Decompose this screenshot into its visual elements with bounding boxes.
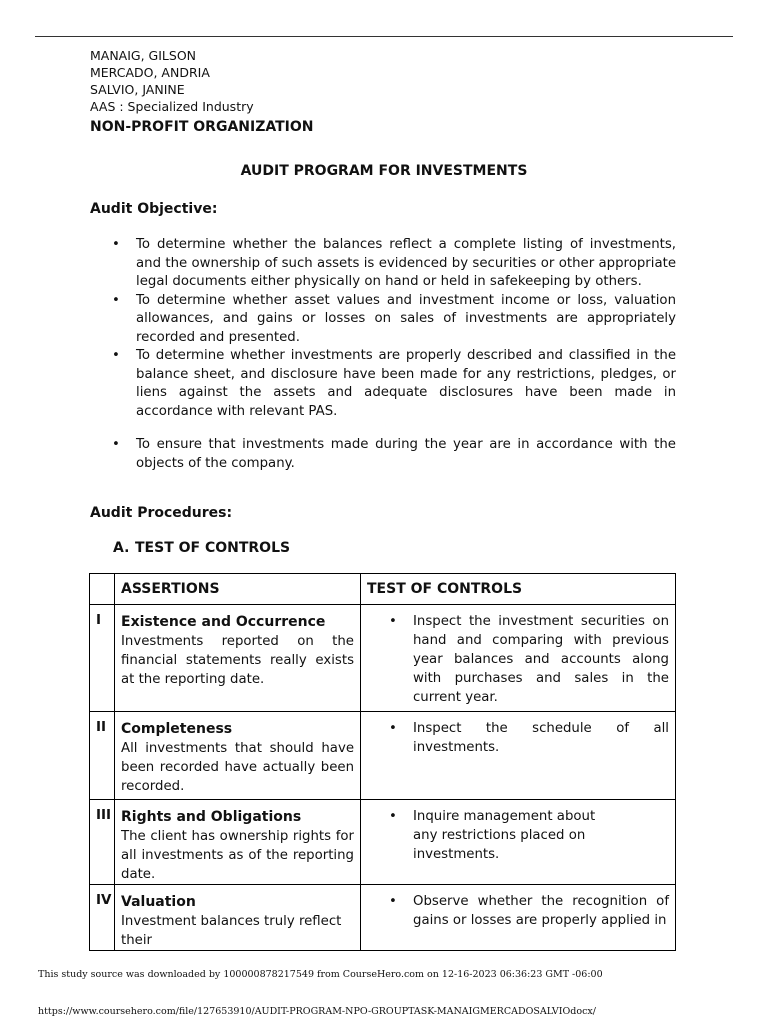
objective-item: • To determine whether the balances reflect a complete listing of investments, and the ownership of such assets is evidenced by securities or other appropriate legal documents either physically on hand or held in safekeeping by others.	[112, 236, 676, 292]
table-row	[90, 885, 676, 951]
objective-heading: Audit Objective:	[90, 201, 218, 217]
assertion-title: Completeness	[121, 721, 233, 737]
assertion-title: Existence and Occurrence	[121, 614, 326, 630]
header-number	[90, 574, 115, 605]
row-number: I	[90, 605, 115, 712]
header-rule	[35, 36, 733, 37]
control-text: • Inspect the schedule of all investments.	[389, 719, 669, 757]
procedures-heading: Audit Procedures:	[90, 505, 233, 521]
table-row	[90, 712, 676, 800]
course-label: AAS : Specialized Industry	[90, 99, 254, 114]
section-title: TEST OF CONTROLS	[135, 540, 291, 556]
table-row	[90, 800, 676, 885]
controls-table	[89, 573, 676, 951]
assertion-cell	[115, 605, 361, 712]
assertion-cell	[115, 885, 361, 951]
control-cell	[361, 712, 676, 800]
assertion-cell	[115, 800, 361, 885]
author-block	[90, 47, 254, 115]
row-number: IV	[90, 885, 115, 951]
table-row	[90, 605, 676, 712]
assertion-description: All investments that should have been recorded have actually been recorded.	[121, 741, 354, 794]
section-heading	[113, 540, 290, 556]
assertion-description: Investment balances truly reflect their	[121, 914, 342, 948]
objective-item: • To ensure that investments made during the year are in accordance with the objects of the company.	[112, 436, 676, 473]
header-assertions: ASSERTIONS	[115, 574, 361, 605]
header-test-of-controls: TEST OF CONTROLS	[361, 574, 676, 605]
control-cell	[361, 605, 676, 712]
row-number: II	[90, 712, 115, 800]
assertion-cell	[115, 712, 361, 800]
assertion-title: Valuation	[121, 894, 196, 910]
assertion-title: Rights and Obligations	[121, 809, 302, 825]
control-cell	[361, 800, 676, 885]
row-number: III	[90, 800, 115, 885]
assertion-description: Investments reported on the financial statements really exists at the reporting date.	[121, 634, 354, 687]
organization-heading: NON-PROFIT ORGANIZATION	[90, 119, 314, 135]
control-cell	[361, 885, 676, 951]
control-text: • Inquire management about any restrictions placed on investments.	[389, 807, 669, 864]
objective-item: • To determine whether investments are properly described and classified in the balance sheet, and disclosure have been made for any restrictions, pledges, or liens against the assets and adequate disclosures have been made in accordance with relevant PAS.	[112, 347, 676, 421]
author-name: SALVIO, JANINE	[90, 82, 185, 97]
control-text: • Inspect the investment securities on hand and comparing with previous year balances and accounts along with purchases and sales in the current year.	[389, 612, 669, 707]
table-header-row	[90, 574, 676, 605]
section-number: A.	[113, 540, 130, 556]
author-name: MERCADO, ANDRIA	[90, 65, 210, 80]
author-name: MANAIG, GILSON	[90, 48, 197, 63]
download-notice: This study source was downloaded by 100000878217549 from CourseHero.com on 12-16-2023 06:36:23 GMT -06:00	[38, 969, 603, 980]
objective-list	[112, 236, 676, 473]
assertion-description: The client has ownership rights for all investments as of the reporting date.	[121, 829, 354, 882]
control-text: • Observe whether the recognition of gains or losses are properly applied in	[389, 892, 669, 930]
objective-item: • To determine whether asset values and investment income or loss, valuation allowances, and gains or losses on sales of investments are appropriately recorded and presented.	[112, 292, 676, 348]
document-title: AUDIT PROGRAM FOR INVESTMENTS	[240, 163, 528, 179]
source-url: https://www.coursehero.com/file/127653910/AUDIT-PROGRAM-NPO-GROUPTASK-MANAIGMERCADOSALVIOdocx/	[38, 1006, 596, 1017]
